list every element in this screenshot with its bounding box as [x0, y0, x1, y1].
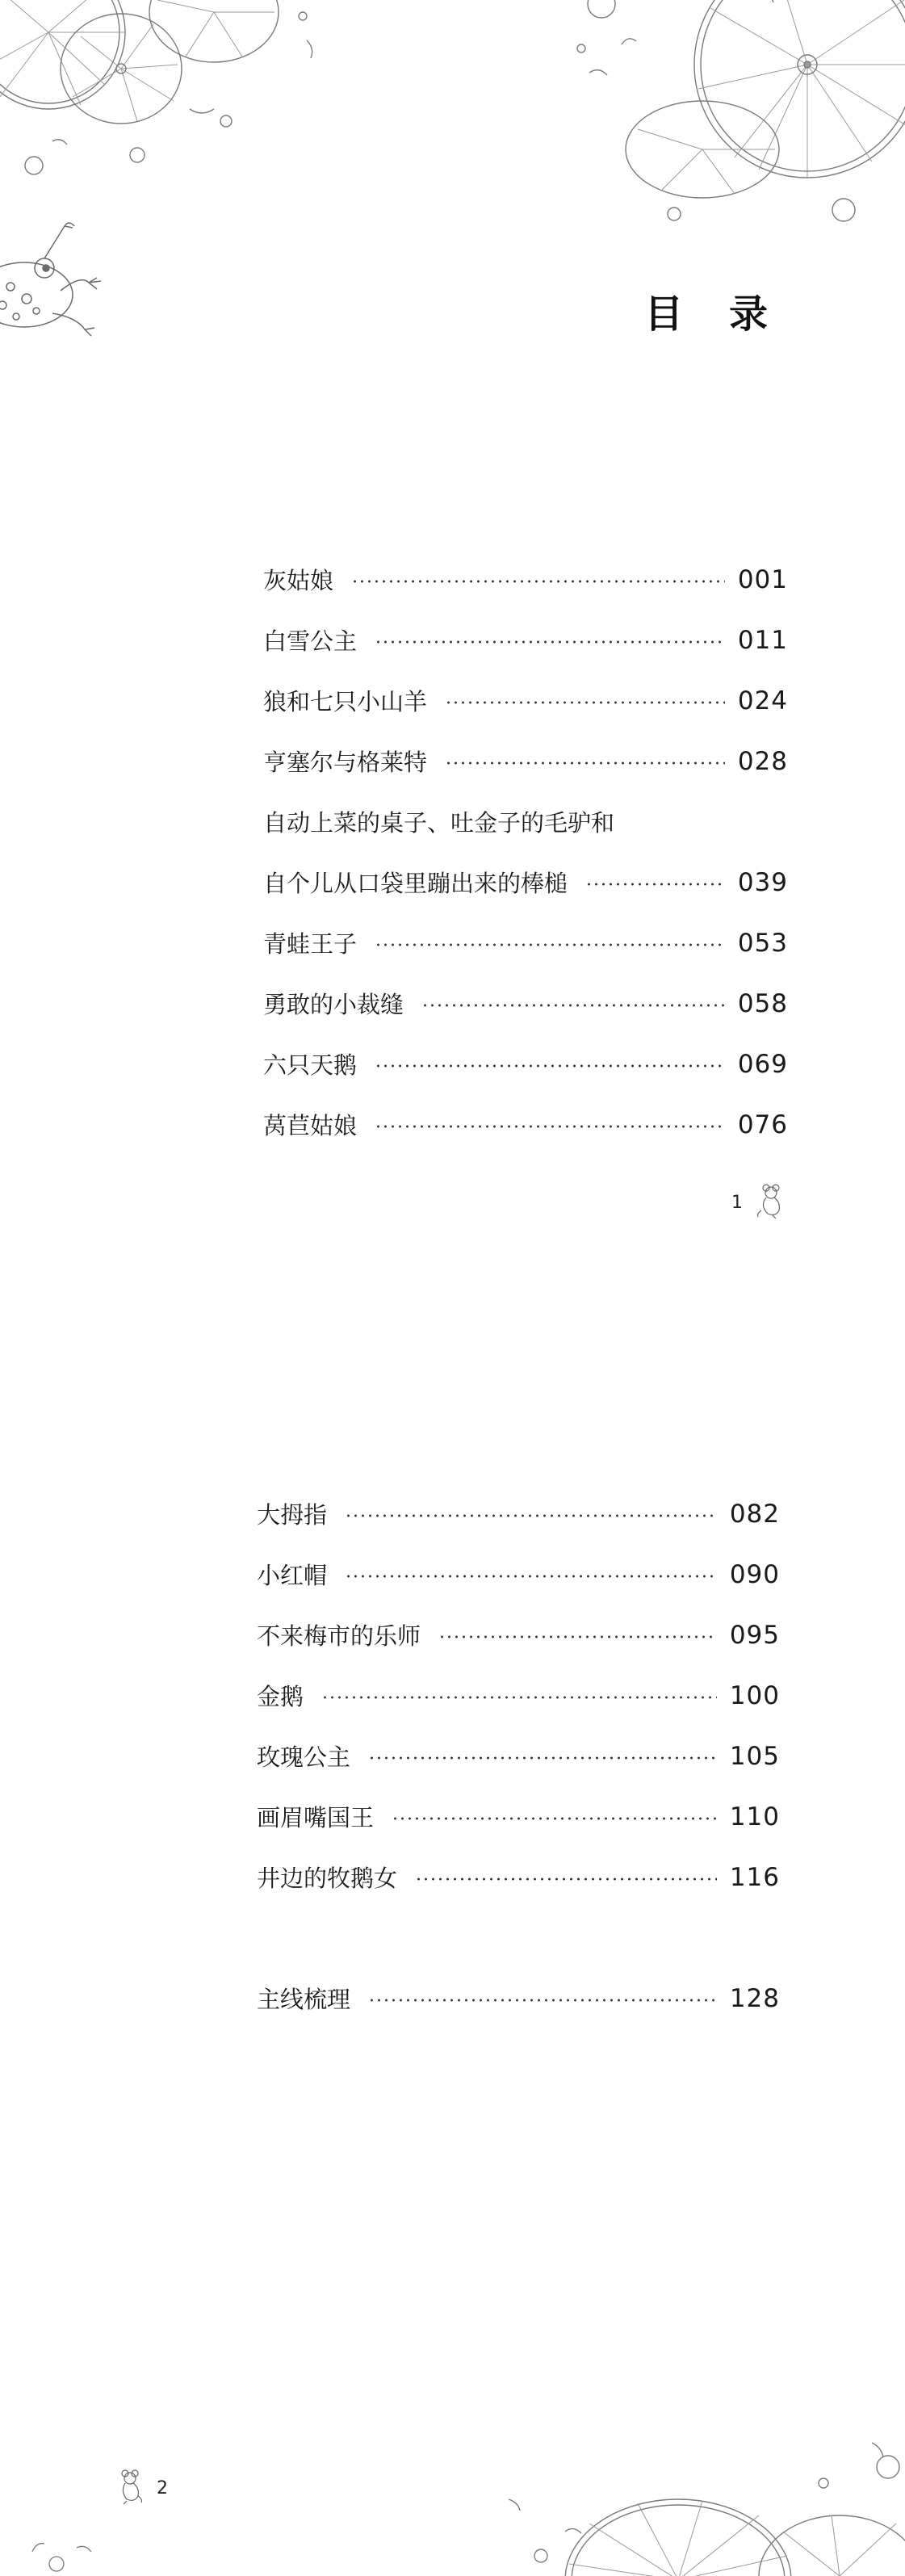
toc-entry[interactable] — [257, 1605, 780, 1665]
toc-entry-page: 058 — [737, 988, 788, 1018]
toc-entry[interactable] — [257, 1968, 780, 2028]
toc-entry[interactable] — [257, 1726, 780, 1786]
toc-entry[interactable] — [263, 1094, 788, 1155]
toc-entry-title: 不来梅市的乐师 — [257, 1622, 421, 1650]
toc-entry-page: 039 — [737, 867, 788, 897]
toc-page-2 — [0, 1288, 905, 2576]
toc-entry-title: 灰姑娘 — [263, 567, 334, 594]
leader-dots — [375, 1125, 725, 1128]
toc-entry[interactable] — [263, 852, 788, 913]
toc-entry[interactable] — [257, 1847, 780, 1907]
toc-entry[interactable] — [263, 973, 788, 1034]
toc-entry-title: 六只天鹅 — [263, 1051, 358, 1079]
toc-entry-page: 069 — [737, 1049, 788, 1079]
toc-entry[interactable] — [263, 913, 788, 973]
toc-entry-title: 井边的牧鹅女 — [257, 1865, 398, 1892]
toc-entry-page: 024 — [737, 686, 788, 715]
toc-list — [263, 549, 788, 1155]
toc-entry[interactable] — [263, 791, 788, 852]
toc-entry-page: 082 — [729, 1499, 780, 1529]
leader-dots — [375, 640, 725, 644]
toc-entry-page: 100 — [729, 1680, 780, 1710]
leader-dots — [421, 1004, 725, 1007]
mouse-icon — [117, 2469, 145, 2509]
toc-entry[interactable] — [257, 1665, 780, 1726]
toc-entry-title: 自个儿从口袋里蹦出来的棒槌 — [263, 870, 568, 897]
toc-entry-page: 105 — [729, 1741, 780, 1771]
toc-entry-title: 白雪公主 — [263, 627, 358, 655]
toc-entry-title: 勇敢的小裁缝 — [263, 991, 404, 1018]
toc-entry-title: 狼和七只小山羊 — [263, 688, 428, 715]
toc-entry[interactable] — [263, 670, 788, 731]
leader-dots — [438, 1635, 717, 1638]
page-title: 目 录 — [644, 292, 784, 337]
toc-entry-page: 076 — [737, 1110, 788, 1139]
toc-appendix-list — [257, 1968, 780, 2028]
toc-entry-title: 大拇指 — [257, 1501, 328, 1529]
leader-dots — [345, 1575, 717, 1578]
toc-entry-title: 玫瑰公主 — [257, 1743, 351, 1771]
lily-pad-icon — [565, 0, 905, 242]
toc-entry-title: 莴苣姑娘 — [263, 1112, 358, 1139]
leader-dots — [415, 1877, 717, 1881]
toc-entry[interactable] — [263, 549, 788, 610]
lily-pad-icon — [492, 2435, 905, 2576]
toc-entry-page: 001 — [737, 564, 788, 594]
toc-entry-page: 116 — [729, 1862, 780, 1892]
toc-entry-title: 小红帽 — [257, 1562, 328, 1589]
toc-entry[interactable] — [263, 731, 788, 791]
leader-dots — [368, 1756, 717, 1760]
toc-entry-page: 011 — [737, 625, 788, 655]
page-number-text: 2 — [157, 2478, 168, 2498]
leader-dots — [375, 1064, 725, 1068]
leader-dots — [368, 1999, 717, 2002]
toc-entry[interactable] — [263, 610, 788, 670]
toc-entry-title: 金鹅 — [257, 1683, 304, 1710]
toc-entry-page: 095 — [729, 1620, 780, 1650]
leader-dots — [585, 883, 725, 886]
toc-entry-page: 090 — [729, 1559, 780, 1589]
leader-dots — [345, 1514, 717, 1517]
toc-list — [257, 1483, 780, 1907]
mouse-icon — [755, 1183, 782, 1223]
toc-entry-title: 主线梳理 — [257, 1986, 351, 2013]
toc-entry[interactable] — [257, 1483, 780, 1544]
lily-pad-icon — [16, 2503, 113, 2576]
toc-entry-page: 128 — [729, 1983, 780, 2013]
leader-dots — [375, 943, 725, 946]
toc-entry-title: 青蛙王子 — [263, 930, 358, 958]
leader-dots — [321, 1696, 717, 1699]
leader-dots — [445, 701, 725, 704]
page-number-text: 1 — [731, 1193, 743, 1213]
frog-icon — [0, 218, 109, 339]
leader-dots — [392, 1817, 717, 1820]
toc-entry-page: 028 — [737, 746, 788, 776]
toc-entry[interactable] — [257, 1544, 780, 1605]
toc-entry-title: 自动上菜的桌子、吐金子的毛驴和 — [263, 809, 615, 837]
leader-dots — [351, 580, 725, 583]
toc-entry[interactable] — [257, 1786, 780, 1847]
toc-entry-page: 053 — [737, 928, 788, 958]
toc-entry-title: 画眉嘴国王 — [257, 1804, 375, 1831]
toc-entry[interactable] — [263, 1034, 788, 1094]
toc-entry-page: 110 — [729, 1802, 780, 1831]
page-number — [117, 2469, 168, 2509]
lily-pad-icon — [0, 0, 323, 186]
toc-entry-title: 亨塞尔与格莱特 — [263, 749, 428, 776]
page-number — [731, 1183, 782, 1223]
leader-dots — [445, 761, 725, 765]
